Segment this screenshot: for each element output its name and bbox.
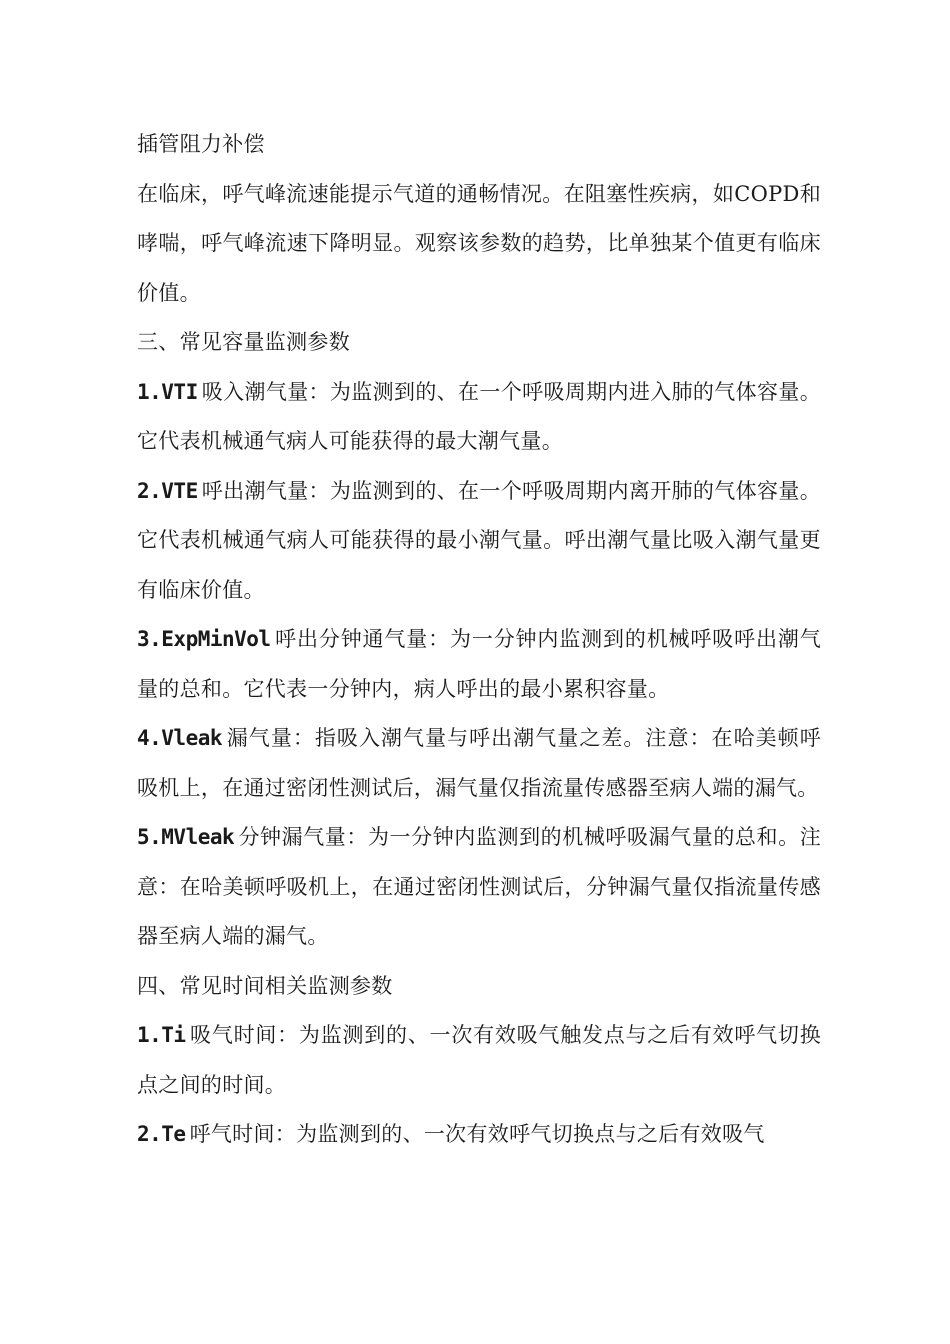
paragraph-vleak	[137, 714, 821, 813]
section-heading-volume-parameters	[137, 318, 821, 368]
paragraph-text: 呼气时间：为监测到的、一次有效呼气切换点与之后有效吸气	[189, 1122, 765, 1146]
paragraph-mvleak	[137, 813, 821, 962]
document-body	[137, 120, 821, 1160]
paragraph-ti	[137, 1011, 821, 1110]
paragraph-text: 呼出潮气量：为监测到的、在一个呼吸周期内离开肺的气体容量。它代表机械通气病人可能获得的最小潮气量。呼出潮气量比吸入潮气量更有临床价值。	[137, 478, 821, 602]
term-label: 1.Ti	[137, 1023, 186, 1047]
paragraph-peak-flow-clinical	[137, 170, 821, 319]
section-heading-time-parameters	[137, 962, 821, 1012]
term-label: 5.MVleak	[137, 825, 235, 849]
term-label: 2.Te	[137, 1122, 186, 1146]
term-label: 2.VTE	[137, 478, 198, 503]
paragraph-vti	[137, 368, 821, 467]
paragraph-tube-compensation-heading	[137, 120, 821, 170]
paragraph-text: 漏气量：指吸入潮气量与呼出潮气量之差。注意：在哈美顿呼吸机上，在通过密闭性测试后，漏气量仅指流量传感器至病人端的漏气。	[137, 726, 821, 800]
paragraph-expminvol	[137, 615, 821, 714]
paragraph-text: 在临床，呼气峰流速能提示气道的通畅情况。在阻塞性疾病，如COPD和哮喘，呼气峰流速下降明显。观察该参数的趋势，比单独某个值更有临床价值。	[137, 181, 821, 305]
paragraph-text: 呼出分钟通气量：为一分钟内监测到的机械呼吸呼出潮气量的总和。它代表一分钟内，病人呼出的最小累积容量。	[137, 627, 821, 701]
paragraph-text: 三、常见容量监测参数	[137, 330, 350, 354]
paragraph-vte	[137, 467, 821, 616]
paragraph-text: 分钟漏气量：为一分钟内监测到的机械呼吸漏气量的总和。注意：在哈美顿呼吸机上，在通过密闭性测试后，分钟漏气量仅指流量传感器至病人端的漏气。	[137, 825, 821, 948]
term-label: 3.ExpMinVol	[137, 627, 271, 651]
paragraph-te	[137, 1110, 821, 1160]
paragraph-text: 吸入潮气量：为监测到的、在一个呼吸周期内进入肺的气体容量。它代表机械通气病人可能获得的最大潮气量。	[137, 379, 821, 453]
term-label: 1.VTI	[137, 379, 198, 404]
paragraph-text: 四、常见时间相关监测参数	[137, 973, 393, 998]
paragraph-text: 插管阻力补偿	[137, 132, 265, 156]
term-label: 4.Vleak	[137, 726, 223, 750]
paragraph-text: 吸气时间：为监测到的、一次有效吸气触发点与之后有效呼气切换点之间的时间。	[137, 1023, 821, 1097]
